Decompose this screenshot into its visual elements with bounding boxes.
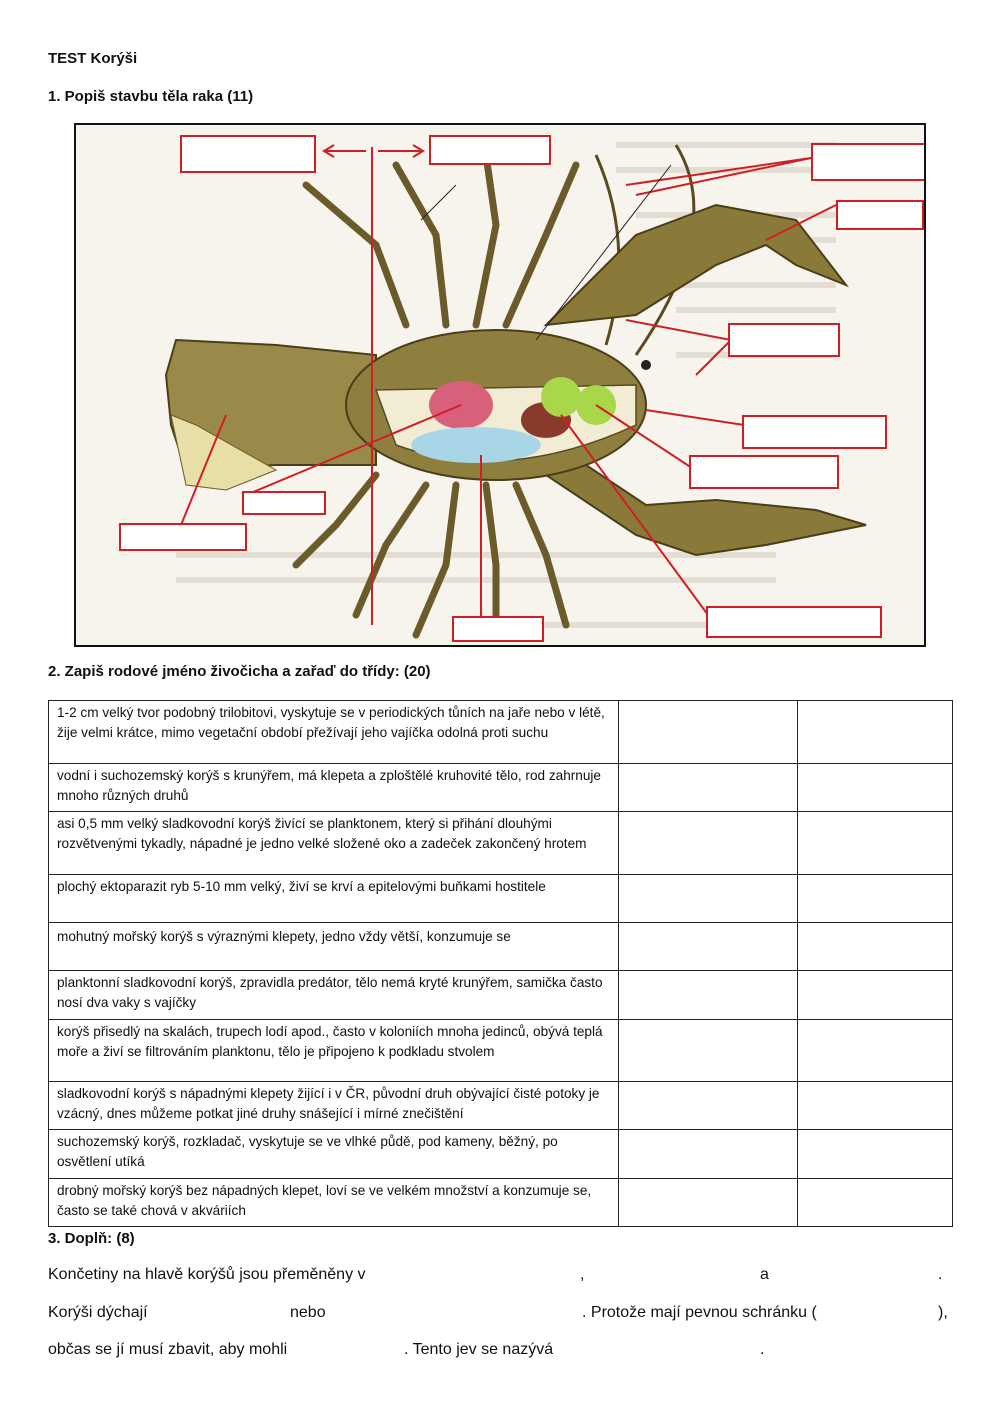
table-row [49,875,953,923]
page-title: TEST Korýši [48,50,138,67]
genus-answer-cell[interactable] [619,923,798,971]
genus-answer-cell[interactable] [619,764,798,812]
label-box-5[interactable] [728,323,840,357]
label-box-8[interactable] [242,491,326,515]
row-description: suchozemský korýš, rozkladač, vyskytuje se ve vlhké půdě, pod kameny, běžný, po osvětlení utíká [49,1130,619,1179]
label-box-3[interactable] [811,143,926,181]
genus-answer-cell[interactable] [619,701,798,764]
row-description: korýš přisedlý na skalách, trupech lodí apod., často v koloniích mnoha jedinců, obývá teplá moře a živí se filtrováním planktonu, tělo je připojeno k podkladu stvolem [49,1020,619,1082]
class-answer-cell[interactable] [798,1082,953,1130]
class-answer-cell[interactable] [798,1020,953,1082]
row-description: mohutný mořský korýš s výraznými klepety, jedno vždy větší, konzumuje se [49,923,619,971]
fill-text: nebo [290,1304,326,1321]
class-answer-cell[interactable] [798,812,953,875]
fill-text: občas se jí musí zbavit, aby mohli [48,1341,288,1358]
label-box-4[interactable] [836,200,924,230]
class-answer-cell[interactable] [798,1179,953,1227]
label-box-1[interactable] [180,135,316,173]
crayfish-diagram [74,123,926,647]
class-answer-cell[interactable] [798,971,953,1020]
row-description: drobný mořský korýš bez nápadných klepet, loví se ve velkém množství a konzumuje se, často se také chová v akváriích [49,1179,619,1227]
fill-text: Korýši dýchají [48,1304,148,1321]
classification-table [48,700,953,1227]
table-row [49,1020,953,1082]
table-row [49,1082,953,1130]
fill-text: , [580,1266,585,1283]
fill-text: . Tento jev se nazývá [404,1341,554,1358]
question-1-heading: 1. Popiš stavbu těla raka (11) [48,88,254,105]
class-answer-cell[interactable] [798,764,953,812]
label-box-6[interactable] [742,415,887,449]
label-box-2[interactable] [429,135,551,165]
genus-answer-cell[interactable] [619,1130,798,1179]
genus-answer-cell[interactable] [619,812,798,875]
table-row [49,701,953,764]
crayfish-illustration [76,125,926,647]
question-3-heading: 3. Doplň: (8) [48,1230,135,1247]
class-answer-cell[interactable] [798,923,953,971]
row-description: 1-2 cm velký tvor podobný trilobitovi, vyskytuje se v periodických tůních na jaře nebo v létě, žije velmi krátce, mimo vegetační období přežívají jeho vajíčka odolná proti suchu [49,701,619,764]
class-answer-cell[interactable] [798,1130,953,1179]
fill-text: a [760,1266,769,1283]
label-box-11[interactable] [706,606,882,638]
genus-answer-cell[interactable] [619,1020,798,1082]
fill-text: . Protože mají pevnou schránku ( [582,1304,817,1321]
table-row [49,923,953,971]
class-answer-cell[interactable] [798,701,953,764]
genus-answer-cell[interactable] [619,875,798,923]
fill-text: ), [938,1304,948,1321]
table-row [49,971,953,1020]
label-box-7[interactable] [689,455,839,489]
fill-text: Končetiny na hlavě korýšů jsou přeměněny v [48,1266,366,1283]
row-description: plochý ektoparazit ryb 5-10 mm velký, živí se krví a epitelovými buňkami hostitele [49,875,619,923]
table-row [49,812,953,875]
fill-text: . [938,1266,943,1283]
label-box-10[interactable] [452,616,544,642]
question-2-heading: 2. Zapiš rodové jméno živočicha a zařaď do třídy: (20) [48,663,431,680]
genus-answer-cell[interactable] [619,1082,798,1130]
table-row [49,1130,953,1179]
row-description: sladkovodní korýš s nápadnými klepety žijící i v ČR, původní druh obývající čisté potoky je vzácný, dnes můžeme potkat jiné druhy snášející i mírné znečištění [49,1082,619,1130]
label-box-9[interactable] [119,523,247,551]
row-description: planktonní sladkovodní korýš, zpravidla predátor, tělo nemá kryté krunýřem, samička často nosí dva vaky s vajíčky [49,971,619,1020]
genus-answer-cell[interactable] [619,971,798,1020]
row-description: asi 0,5 mm velký sladkovodní korýš živící se planktonem, který si přihání dlouhými rozvětvenými tykadly, nápadné je jedno velké složené oko a zadeček zakončený hrotem [49,812,619,875]
fill-text: . [760,1341,765,1358]
row-description: vodní i suchozemský korýš s krunýřem, má klepeta a zploštělé kruhovité tělo, rod zahrnuje mnoho různých druhů [49,764,619,812]
table-row [49,764,953,812]
genus-answer-cell[interactable] [619,1179,798,1227]
table-row [49,1179,953,1227]
class-answer-cell[interactable] [798,875,953,923]
